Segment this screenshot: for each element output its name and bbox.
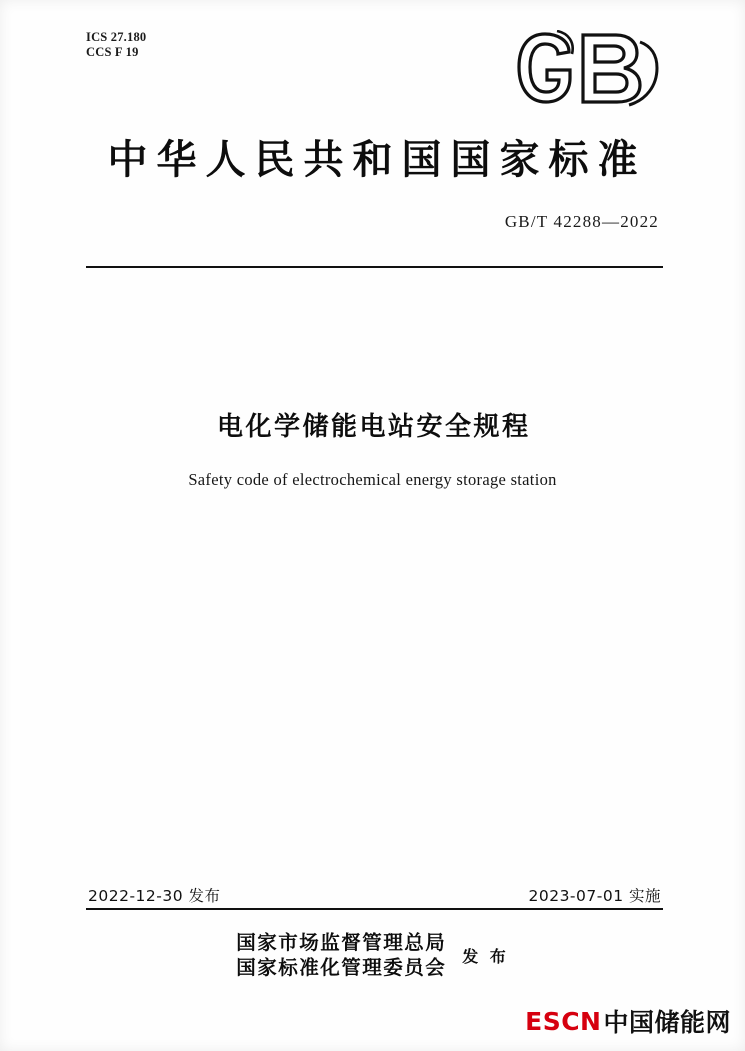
- issuer-name-1: 国家市场监督管理总局: [236, 931, 447, 954]
- ics-code: ICS 27.180: [86, 30, 147, 44]
- watermark-logo: [525, 1003, 731, 1039]
- issuer-publish-label: 发 布: [462, 946, 509, 966]
- watermark-latin: ESCN: [525, 1006, 602, 1036]
- classification-codes: [86, 30, 146, 60]
- issuer-block: [0, 930, 745, 980]
- document-title-chinese: 电化学储能电站安全规程: [216, 412, 531, 442]
- watermark-chinese: 中国储能网: [603, 1008, 731, 1037]
- standard-number: GB/T 42288—2022: [504, 212, 659, 231]
- page-title: 中华人民共和国国家标准: [107, 137, 647, 183]
- gb-emblem-icon: [513, 30, 663, 108]
- effective-date: 2023-07-01 实施: [528, 887, 661, 905]
- footer-divider: [86, 908, 663, 910]
- issue-date: 2022-12-30 发布: [88, 887, 221, 905]
- header-divider: [86, 266, 663, 268]
- ccs-code: CCS F 19: [86, 45, 139, 59]
- issuer-name-2: 国家标准化管理委员会: [236, 956, 447, 979]
- document-title-english: Safety code of electrochemical energy storage station: [188, 470, 557, 489]
